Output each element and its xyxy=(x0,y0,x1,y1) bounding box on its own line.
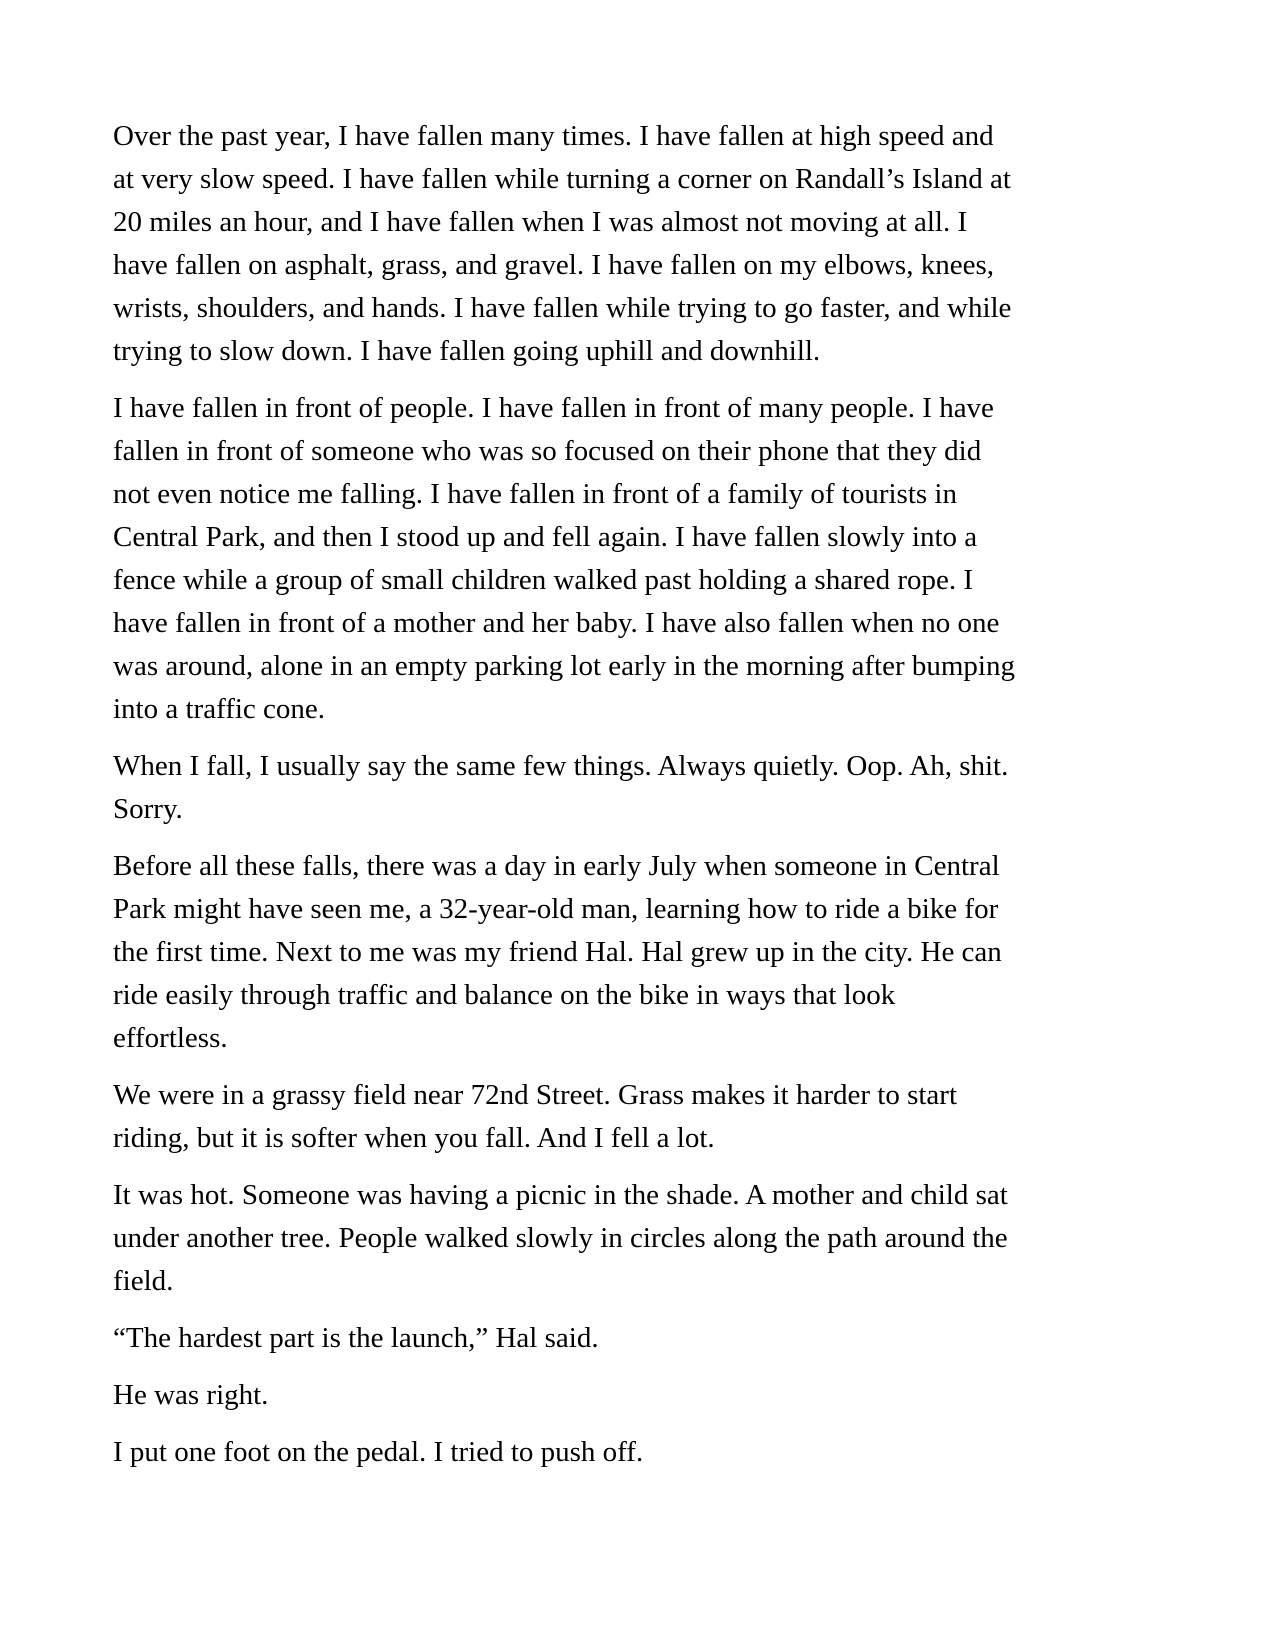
paragraph: We were in a grassy field near 72nd Street. Grass makes it harder to start riding, but it is softer when you fall. And I fell a lot. xyxy=(113,1079,958,1154)
paragraph: When I fall, I usually say the same few things. Always quietly. Oop. Ah, shit. Sorry. xyxy=(113,750,1009,825)
paragraph: Over the past year, I have fallen many times. I have fallen at high speed and at very slow speed. I have fallen while turning a corner on Randall’s Island at 20 miles an hour, and I have fallen when I was almost not moving at all. I have fallen on asphalt, grass, and gravel. I have fallen on my elbows, knees, wrists, shoulders, and hands. I have fallen while trying to go faster, and while trying to slow down. I have fallen going uphill and downhill. xyxy=(113,120,1012,367)
paragraph: I have fallen in front of people. I have fallen in front of many people. I have fallen in front of someone who was so focused on their phone that they did not even notice me falling. I have fallen in front of a family of tourists in Central Park, and then I stood up and fell again. I have fallen slowly into a fence while a group of small children walked past holding a shared rope. I have fallen in front of a mother and her baby. I have also fallen when no one was around, alone in an empty parking lot early in the morning after bumping into a traffic cone. xyxy=(113,392,1015,725)
paragraph: I put one foot on the pedal. I tried to push off. xyxy=(113,1436,644,1468)
paragraph: He was right. xyxy=(113,1379,269,1411)
paragraph: Before all these falls, there was a day in early July when someone in Central Park might have seen me, a 32-year-old man, learning how to ride a bike for the first time. Next to me was my friend Hal. Hal grew up in the city. He can ride easily through traffic and balance on the bike in ways that look effortless. xyxy=(113,850,1002,1054)
paragraph: “The hardest part is the launch,” Hal said. xyxy=(113,1322,599,1354)
paragraph: It was hot. Someone was having a picnic in the shade. A mother and child sat under another tree. People walked slowly in circles along the path around the field. xyxy=(113,1179,1008,1297)
document-body xyxy=(113,115,1163,1474)
